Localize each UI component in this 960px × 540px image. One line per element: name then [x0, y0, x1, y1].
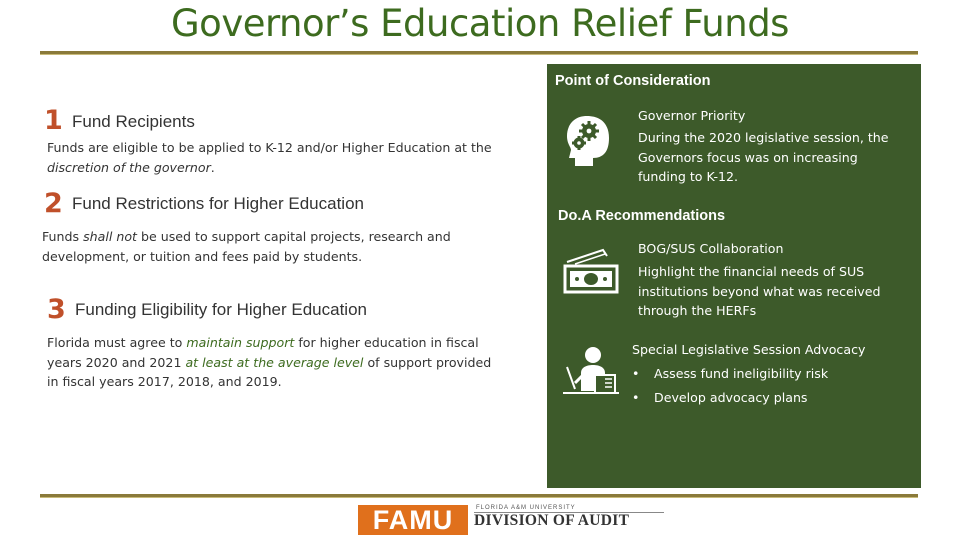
section-text-fund-recipients: Funds are eligible to be applied to K-12 and/or Higher Education at the discretion of the governor. — [47, 140, 492, 175]
section-heading-fund-recipients: Fund Recipients — [72, 112, 195, 131]
recommendations-header: Do.A Recommendations — [558, 208, 726, 224]
famu-logo: FAMU — [358, 505, 468, 535]
title-divider — [40, 51, 918, 55]
consideration-panel — [547, 64, 921, 488]
university-name: FLORIDA A&M UNIVERSITY — [476, 505, 576, 511]
emphasis-discretion: discretion of the governor — [47, 159, 211, 175]
list-item: • Assess fund ineligibility risk — [632, 366, 829, 381]
page-title: Governor’s Education Relief Funds — [171, 2, 789, 45]
collaboration-title: BOG/SUS Collaboration — [638, 241, 784, 256]
section-text-fund-restrictions: Funds shall not be used to support capital projects, research and development, or tuition and fees paid by students. — [42, 229, 451, 264]
advocacy-title: Special Legislative Session Advocacy — [632, 342, 866, 357]
presenter-icon — [561, 345, 621, 402]
division-of-audit-label: DIVISION OF AUDIT — [474, 512, 630, 529]
governor-priority-title: Governor Priority — [638, 108, 746, 123]
footer-divider — [40, 494, 918, 498]
section-number-1: 1 — [44, 105, 63, 136]
panel-header: Point of Consideration — [555, 73, 711, 89]
emphasis-shall-not: shall not — [83, 229, 137, 244]
section-heading-funding-eligibility: Funding Eligibility for Higher Education — [75, 300, 367, 319]
list-item: • Develop advocacy plans — [632, 390, 808, 405]
section-heading-fund-restrictions: Fund Restrictions for Higher Education — [72, 194, 364, 213]
money-bill-icon — [563, 248, 619, 301]
collaboration-text: Highlight the financial needs of SUS institutions beyond what was received through the HERFs — [638, 264, 881, 318]
emphasis-maintain-support: maintain support — [186, 335, 295, 350]
governor-priority-text: During the 2020 legislative session, the Governors focus was on increasing funding to K-12. — [638, 130, 889, 184]
advocacy-bullet-list — [632, 362, 828, 410]
section-number-3: 3 — [47, 294, 66, 325]
brain-gears-icon — [565, 114, 613, 173]
emphasis-average-level: at least at the average level — [185, 354, 364, 370]
section-text-funding-eligibility: Florida must agree to maintain support for higher education in fiscal years 2020 and 2021 at least at the average level of support provided in fiscal years 2017, 2018, and 2019. — [47, 335, 492, 389]
section-number-2: 2 — [44, 188, 63, 219]
